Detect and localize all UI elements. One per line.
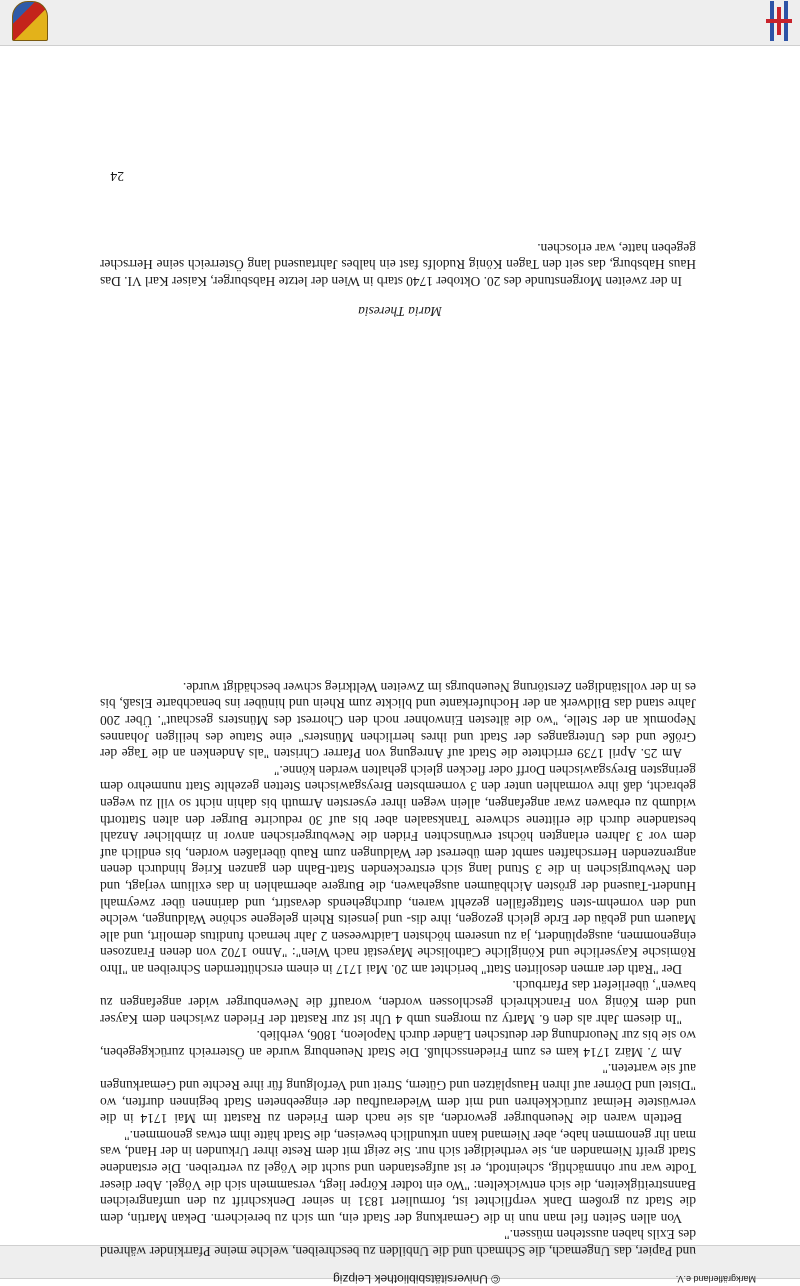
paragraph-7: Am 25. April 1739 errichtete die Stadt auf Anregung von Pfarrer Christen "als Andenken an die Tage der Größe und des Unterganges der Stadt und ihres herrlichen Münsters" eine Statue des heiligen Johannes Nepomuk an der Stelle, "wo die ältesten Einwohner noch den Chorrest des Münsters geschaut". Über 200 Jahre stand das Bildwerk an der Hochuferkante und blickte zum Rhein und hinüber ins benachbarte Elsaß, bis es in der vollständigen Zerstörung Neuenburgs im Zweiten Weltkrieg schwer beschädigt wurde.: [100, 679, 696, 762]
paragraph-3: Betteln waren die Neuenburger geworden, als sie nach dem Frieden zu Rastatt im Mai 1714 in die verwüstete Heimat zurückkehren und mit dem Wiederaufbau der eingeebneten Stadt beginnen durften, wo "Distel und Dörner auf ihren Hausplätzen und Gütern, Streit und Verfolgung für ihre Rechte und Gemarkungen auf sie warteten.": [100, 1061, 696, 1127]
paragraph-1: und Papier, das Ungemach, die Schmach und die Unbilden zu beschreiben, welche meine Pfarrkinder während des Exils haben ausstehen müssen.": [100, 1227, 696, 1259]
closing-paragraph: In der zweiten Morgenstunde des 20. Oktober 1740 starb in Wien der letzte Habsburger, Kaiser Karl VI. Das Haus Habsburg, das seit den Tagen König Rudolfs fast ein halbes Jahrtausend lang Österreich seine Herrscher gegeben hatte, war erloschen.: [100, 240, 696, 289]
body-text: [100, 678, 696, 1259]
section-heading: Maria Theresia: [358, 304, 442, 319]
paragraph-6: Der "Rath der armen desolirten Statt" berichtet am 20. Mai 1717 in einem erschütternden Schreiben an "Ihro Römische Kayserliche und Königliche Catholische Mayestät nach Wien": "Anno 1702 von denen Franzosen eingenommen, ausgeplündert, ja zu unserem höchsten Laidtweesen 2 Jahr hernach funditus demolirt, und alle Mauern und gebäu der Erde gleich gezogen, ihre dis- und jenseits Rhein gelegene schöne Waldungen, welche und den vornehm-sten Stattgefällen gezehlt waren, durchgehends devastirt, und darinnen über zweymahl Hundert-Tausend der grösten Aichbäumen ausgehawen, die Burgere abermahlen in das exilium verjagt, und den Newburgischen in die 3 Stund lang sich erstreckenden Statt-Bahn den ganzen Krieg hindurch denen angrenzenden Herrschaften sambt dem überrest der Waldungen zum Raub überlaßen worden, bis endlich auf dem vor 3 Jahren erlangten höchst erwünschten Friden die Newburgerischen anvor in zimblicher Anzahl bestandene durch die erlittene schwere Tranksaalen aber bis auf 30 reducirte Burger den alten Stattorth widumb zu erbawen zwar angefangen, allein wegen ihrer eysersten Armuth bis dahin nicht so vill zu wegen gebracht, daß ihre vormahlen unter den 3 vornembsten Breysgawischen Stetten gezehlte Statt nunmehro dem geringsten Breysgawischen Dorff oder flecken gleich gehalten werden könne.": [100, 762, 696, 977]
university-logo-icon: [766, 1, 792, 41]
header-copyright: © Universitätsbibliothek Leipzig: [333, 1272, 500, 1286]
paragraph-2: Von allen Seiten fiel man nun in die Gemarkung der Stadt ein, um sich zu bereichern. Dekan Martin, dem die Stadt zu großem Dank verpflichtet ist, formuliert 1831 in seiner Denkschrift zu den umfangreichen Bannstreitigkeiten, die sich entwickelten: "Wo ein todter Körper liegt, versammeln sich die Vögel. Aber dieser Todte war nur ohnmächtig, scheintodt, er ist aufgestanden und sucht die Vögel zu vertreiben. Die erstandene Stadt greift Niemanden an, sie vertheidiget sich nur. Sie zeigt mit dem Reste ihrer Urkunden in der Hand, was man ihr genommen habe, aber Niemand kann urkundlich beweisen, die Stadt hätte ihm etwas genommen.": [100, 1127, 696, 1226]
coat-of-arms-icon: [12, 1, 48, 41]
paragraph-5: "In diesem Jahr als den 6. Marty zu morgens umb 4 Uhr ist zur Rastatt der Frieden zwischen dem Kayser und dem König von Franckhreich geschlossen worden, worauff die Newenburger wider angefangen zu bawen", überliefert das Pfarrbuch.: [100, 978, 696, 1027]
header-society-text: Markgräflerland e.V.: [675, 1274, 756, 1284]
paragraph-4: Am 7. März 1714 kam es zum Friedensschluß. Die Stadt Neuenburg wurde an Österreich zurückgegeben, wo sie bis zur Neuordnung der deutschen Länder durch Napoleon, 1806, verblieb.: [100, 1028, 696, 1060]
page-number: 24: [110, 169, 124, 184]
footer-band: [0, 0, 800, 46]
